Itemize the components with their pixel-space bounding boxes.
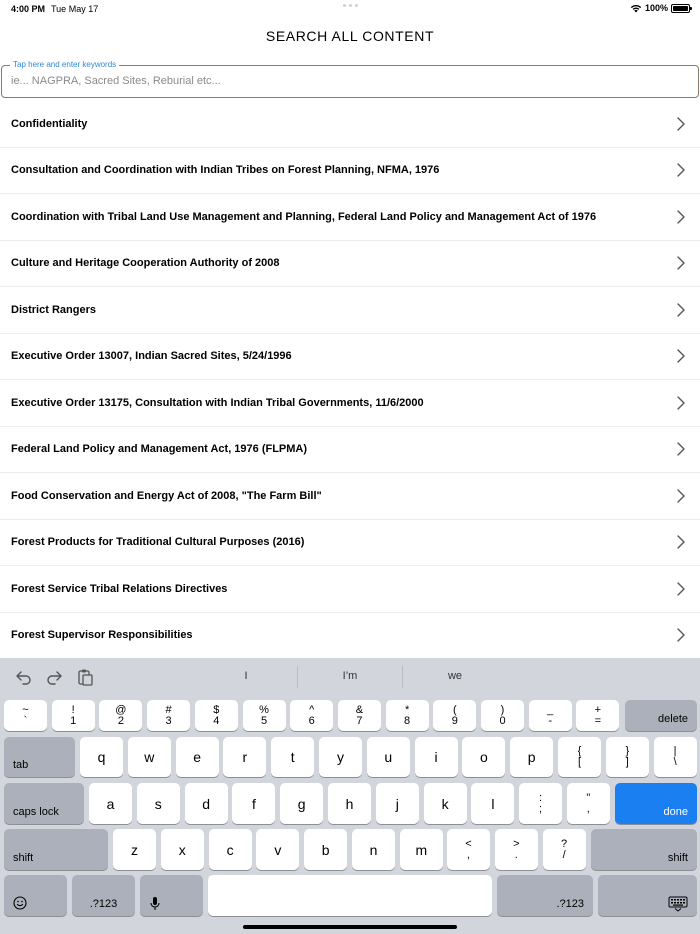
key-bottom-char: = xyxy=(594,714,602,727)
list-item[interactable] xyxy=(0,241,700,288)
key-i[interactable]: i xyxy=(415,737,458,777)
key-top-char: " xyxy=(586,791,591,804)
suggestion-divider xyxy=(402,666,403,688)
key-n[interactable]: n xyxy=(352,829,395,870)
key-top-char: # xyxy=(165,703,172,716)
numbers-key-right[interactable] xyxy=(497,875,593,916)
list-item[interactable] xyxy=(0,101,700,148)
key-label: .?123 xyxy=(556,898,584,910)
content-list xyxy=(0,101,700,659)
keyboard-dismiss-icon xyxy=(668,896,688,912)
list-item[interactable] xyxy=(0,148,700,195)
key-bottom-char: 0 xyxy=(499,714,506,727)
key-label: shift xyxy=(667,852,688,864)
list-item-label: Culture and Heritage Cooperation Authority of 2008 xyxy=(11,257,280,270)
key-top-char: ! xyxy=(71,703,75,716)
key-angle-1[interactable] xyxy=(495,829,538,870)
multitasking-dots[interactable] xyxy=(340,4,360,8)
key-top-char: { xyxy=(577,745,582,757)
key-label: .?123 xyxy=(89,898,118,910)
key-top-char: _ xyxy=(547,703,554,716)
list-item-label: Forest Products for Traditional Cultural Purposes (2016) xyxy=(11,536,305,549)
key-label: caps lock xyxy=(13,806,59,818)
key-label: done xyxy=(663,806,688,818)
chevron-right-icon xyxy=(676,349,686,363)
redo-icon[interactable] xyxy=(45,668,63,686)
key-d[interactable]: d xyxy=(185,783,228,824)
key-top-char: & xyxy=(355,703,364,716)
key-j[interactable]: j xyxy=(376,783,419,824)
done-key[interactable] xyxy=(615,783,697,824)
key-c[interactable]: c xyxy=(209,829,252,870)
tab-key[interactable] xyxy=(4,737,75,777)
key-num-3[interactable] xyxy=(147,700,190,731)
list-item-label: Coordination with Tribal Land Use Management and Planning, Federal Land Policy and Management Act of 1976 xyxy=(11,210,597,223)
key-bottom-char: - xyxy=(548,714,553,727)
list-item[interactable] xyxy=(0,380,700,427)
key-v[interactable]: v xyxy=(256,829,299,870)
key-bottom-char: 8 xyxy=(404,714,411,727)
list-item-label: Consultation and Coordination with Indian Tribes on Forest Planning, NFMA, 1976 xyxy=(11,164,440,177)
chevron-right-icon xyxy=(676,628,686,642)
status-bar xyxy=(0,0,700,18)
status-time xyxy=(11,4,98,14)
key-w[interactable]: w xyxy=(128,737,171,777)
key-num-10[interactable] xyxy=(481,700,524,731)
key-bottom-char: 5 xyxy=(260,714,268,727)
chevron-right-icon xyxy=(676,210,686,224)
key-num-6[interactable] xyxy=(290,700,333,731)
key-f[interactable]: f xyxy=(232,783,275,824)
key-bottom-char: 9 xyxy=(451,714,458,727)
key-num-12[interactable] xyxy=(576,700,619,731)
key-u[interactable]: u xyxy=(367,737,410,777)
key-m[interactable]: m xyxy=(400,829,443,870)
chevron-right-icon xyxy=(676,489,686,503)
key-o[interactable]: o xyxy=(462,737,505,777)
key-num-7[interactable] xyxy=(338,700,381,731)
chevron-right-icon xyxy=(676,396,686,410)
key-s[interactable]: s xyxy=(137,783,180,824)
key-top-char: ~ xyxy=(22,703,29,716)
key-y[interactable]: y xyxy=(319,737,362,777)
key-g[interactable]: g xyxy=(280,783,323,824)
key-r[interactable]: r xyxy=(223,737,266,777)
key-top-char: > xyxy=(513,837,520,850)
key-l[interactable]: l xyxy=(471,783,514,824)
list-item[interactable] xyxy=(0,520,700,567)
key-bracket-2[interactable] xyxy=(654,737,697,777)
chevron-right-icon xyxy=(676,256,686,270)
key-angle-2[interactable] xyxy=(543,829,586,870)
key-punct-1[interactable] xyxy=(567,783,610,824)
key-num-8[interactable] xyxy=(386,700,429,731)
status-right xyxy=(630,3,690,13)
key-label: shift xyxy=(13,852,34,864)
key-h[interactable]: h xyxy=(328,783,371,824)
key-bottom-char: \ xyxy=(673,756,677,768)
wifi-icon xyxy=(630,4,642,13)
key-label: delete xyxy=(658,713,688,725)
key-bottom-char: ] xyxy=(625,756,629,768)
dictation-key[interactable] xyxy=(140,875,203,916)
key-x[interactable]: x xyxy=(161,829,204,870)
microphone-icon xyxy=(149,896,161,911)
key-top-char: | xyxy=(673,745,677,757)
key-bottom-char: , xyxy=(586,802,590,815)
key-q[interactable]: q xyxy=(80,737,123,777)
chevron-right-icon xyxy=(676,117,686,131)
list-item-label: Forest Service Tribal Relations Directives xyxy=(11,582,228,595)
key-e[interactable]: e xyxy=(176,737,219,777)
key-top-char: @ xyxy=(115,703,127,716)
key-t[interactable]: t xyxy=(271,737,314,777)
key-num-2[interactable] xyxy=(99,700,142,731)
hide-keyboard-key[interactable] xyxy=(598,875,697,916)
caps-lock-key[interactable] xyxy=(4,783,84,824)
key-label: tab xyxy=(13,759,29,771)
key-top-char: ) xyxy=(500,703,505,716)
key-angle-0[interactable] xyxy=(447,829,490,870)
emoji-key[interactable] xyxy=(4,875,67,916)
key-bottom-char: 2 xyxy=(117,714,124,727)
key-num-0[interactable] xyxy=(4,700,47,731)
shift-right-key[interactable] xyxy=(591,829,697,870)
time-label: 4:00 PM xyxy=(11,4,46,14)
key-b[interactable]: b xyxy=(304,829,347,870)
key-top-char: } xyxy=(625,745,630,757)
key-bottom-char: [ xyxy=(577,756,582,768)
home-indicator[interactable] xyxy=(243,925,457,929)
key-bottom-char: / xyxy=(562,848,566,861)
search-field-label: Tap here and enter keywords xyxy=(10,60,119,69)
key-bottom-char: . xyxy=(514,848,518,861)
key-bracket-1[interactable] xyxy=(606,737,649,777)
chevron-right-icon xyxy=(676,303,686,317)
suggestion-3[interactable]: we xyxy=(447,670,463,682)
list-item[interactable] xyxy=(0,194,700,241)
onscreen-keyboard xyxy=(0,658,700,934)
list-item-label: Confidentiality xyxy=(11,117,88,130)
space-key[interactable] xyxy=(208,875,492,916)
numbers-key-left[interactable] xyxy=(72,875,135,916)
battery-label: 100% xyxy=(644,3,668,13)
key-top-char: % xyxy=(259,703,269,716)
list-item[interactable] xyxy=(0,473,700,520)
key-bottom-char: 7 xyxy=(356,714,363,727)
key-num-11[interactable] xyxy=(529,700,572,731)
battery-icon xyxy=(671,4,690,13)
key-p[interactable]: p xyxy=(510,737,553,777)
list-item[interactable] xyxy=(0,287,700,334)
list-item-label: Forest Supervisor Responsibilities xyxy=(11,629,193,642)
undo-icon[interactable] xyxy=(15,668,33,686)
list-item[interactable] xyxy=(0,566,700,613)
key-top-char: < xyxy=(465,837,472,850)
key-bottom-char: ; xyxy=(538,802,543,815)
shift-left-key[interactable] xyxy=(4,829,108,870)
key-a[interactable]: a xyxy=(89,783,132,824)
paste-icon[interactable] xyxy=(76,668,94,686)
list-item[interactable] xyxy=(0,334,700,381)
list-item[interactable] xyxy=(0,427,700,474)
key-top-char: ? xyxy=(561,837,568,850)
key-bottom-char: 3 xyxy=(165,714,172,727)
key-num-5[interactable] xyxy=(243,700,286,731)
list-item-label: Federal Land Policy and Management Act, 1976 (FLPMA) xyxy=(11,443,308,456)
chevron-right-icon xyxy=(676,442,686,456)
page-title: SEARCH ALL CONTENT xyxy=(265,28,435,44)
suggestion-divider xyxy=(297,666,298,688)
key-top-char: $ xyxy=(213,703,220,716)
chevron-right-icon xyxy=(676,163,686,177)
suggestion-1[interactable]: I xyxy=(244,670,248,682)
chevron-right-icon xyxy=(676,582,686,596)
key-bottom-char: 1 xyxy=(70,714,77,727)
key-z[interactable]: z xyxy=(113,829,156,870)
list-item[interactable] xyxy=(0,613,700,660)
key-punct-0[interactable] xyxy=(519,783,562,824)
key-top-char: + xyxy=(594,703,602,716)
list-item-label: Food Conservation and Energy Act of 2008, "The Farm Bill" xyxy=(11,489,322,502)
key-bracket-0[interactable] xyxy=(558,737,601,777)
keyboard-shortcut-bar xyxy=(0,658,700,696)
search-input[interactable] xyxy=(11,72,681,90)
key-top-char: ( xyxy=(452,703,457,716)
delete-key[interactable] xyxy=(625,700,697,731)
suggestion-2[interactable]: I’m xyxy=(342,670,358,682)
key-num-9[interactable] xyxy=(433,700,476,731)
list-item-label: Executive Order 13007, Indian Sacred Sites, 5/24/1996 xyxy=(11,350,292,363)
key-bottom-char: , xyxy=(466,848,471,861)
key-top-char: : xyxy=(538,791,543,804)
key-bottom-char: 4 xyxy=(213,714,220,727)
emoji-icon xyxy=(13,896,27,910)
date-label: Tue May 17 xyxy=(51,4,99,14)
key-bottom-char: 6 xyxy=(308,714,315,727)
list-item-label: District Rangers xyxy=(11,303,96,316)
key-top-char: ^ xyxy=(309,703,315,716)
search-field[interactable] xyxy=(1,60,699,98)
key-k[interactable]: k xyxy=(424,783,467,824)
chevron-right-icon xyxy=(676,535,686,549)
key-num-4[interactable] xyxy=(195,700,238,731)
key-top-char: * xyxy=(404,703,410,716)
key-bottom-char: ` xyxy=(23,714,28,727)
list-item-label: Executive Order 13175, Consultation with Indian Tribal Governments, 11/6/2000 xyxy=(11,396,424,409)
key-num-1[interactable] xyxy=(52,700,95,731)
